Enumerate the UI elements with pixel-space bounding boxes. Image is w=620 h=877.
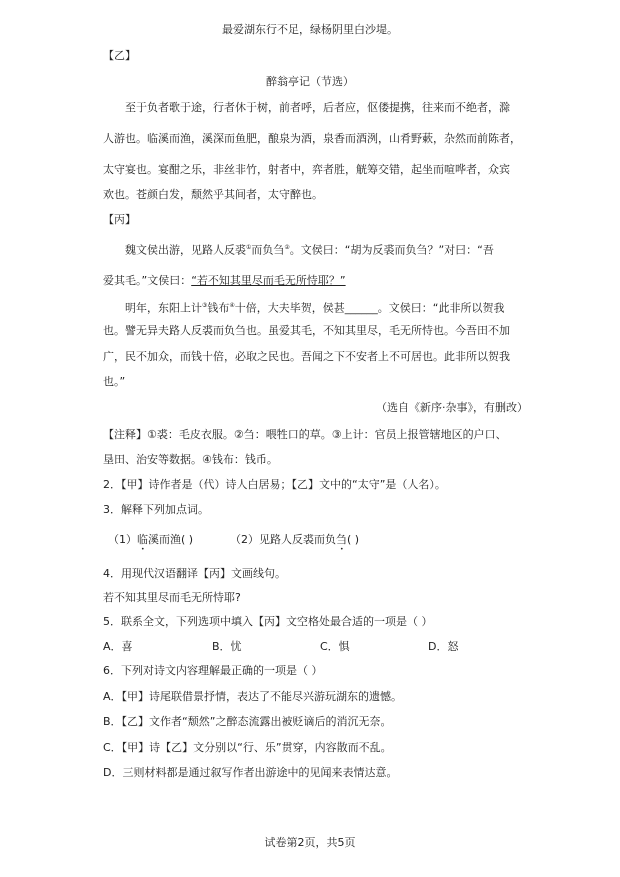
note-ref-3: ③ [202, 302, 208, 309]
yi-line-3: 太守宴也。宴酣之乐，非丝非竹，射者中，弈者胜，觥筹交错，起坐而喧哗者，众宾 [103, 163, 510, 176]
bing-p2-text: 爱其毛。”文侯曰： [103, 274, 192, 287]
notes-line-1: 【注释】①裘：毛皮衣服。②刍：喂牲口的草。③上计：官员上报管辖地区的户口、 [103, 428, 507, 441]
bing-line-6: 也。” [103, 375, 126, 388]
question-5: 5．联系全文，下列选项中填入【丙】文空格处最合适的一项是（ ） [103, 615, 433, 628]
bing-p1-text-a: 魏文侯出游，见路人反裘 [125, 243, 246, 257]
q3-2-suffix: ( ) [347, 533, 360, 546]
question-2: 2．【甲】诗作者是（代）诗人白居易；【乙】文中的“太守”是（人名）。 [103, 478, 446, 491]
section-bing-label: 【丙】 [103, 213, 136, 226]
q6-option-d: D．三则材料都是通过叙写作者出游途中的见闻来表情达意。 [103, 766, 398, 779]
bing-paragraph-1-cont [103, 273, 346, 289]
source-citation: （选自《新序·杂事》，有删改） [376, 401, 528, 414]
dotted-word-chu: 刍 [336, 533, 347, 546]
bing-p3-text-a: 明年，东阳上计 [125, 301, 202, 315]
note-ref-2: ② [284, 244, 290, 251]
q6-option-b: B．【乙】文作者“颓然”之醉态流露出被贬谪后的消沉无奈。 [103, 715, 392, 728]
question-3: 3．解释下列加点词。 [103, 503, 209, 516]
q5-option-c: C．惧 [320, 640, 350, 653]
bing-line-4: 也。譬无异夫路人反裘而负刍也。虽爱其毛，不知其里尽，毛无所恃也。今吾田不加 [103, 324, 510, 337]
yi-line-1: 至于负者歌于途，行者休于树，前者呼，后者应，伛偻提携，往来而不绝者，滁 [125, 101, 510, 114]
bing-p1-text-b: 而负刍 [251, 243, 285, 257]
bing-p3-text-c: 十倍，大夫毕贺，侯甚______。文侯曰：“此非所以贺我 [234, 301, 505, 315]
page-footer: 试卷第2页，共5页 [264, 836, 356, 849]
q3-1-prefix: （1） [108, 533, 137, 546]
question-4: 4．用现代汉语翻译【丙】文画线句。 [103, 567, 286, 580]
note-ref-1: ① [246, 244, 252, 251]
q6-option-a: A．【甲】诗尾联借景抒情，表达了不能尽兴游玩湖东的遗憾。 [103, 690, 403, 703]
bing-p3-text-b: 钱布 [207, 301, 230, 315]
dotted-word-lin: 临 [137, 533, 148, 546]
yi-line-2: 人游也。临溪而渔，溪深而鱼肥，酿泉为酒，泉香而酒洌，山肴野蔌，杂然而前陈者， [103, 132, 521, 145]
yi-line-4: 欢也。苍颜白发，颓然乎其间者，太守醉也。 [103, 188, 323, 201]
question-6: 6．下列对诗文内容理解最正确的一项是（ ） [103, 664, 323, 677]
question-3-item-2 [230, 532, 359, 553]
q3-2-prefix: （2）见路人反裘而负 [230, 533, 336, 546]
bing-paragraph-2 [125, 298, 504, 317]
bing-p1-text-c: 。文侯曰：“胡为反裘而负刍？”对曰：“吾 [289, 243, 494, 257]
q5-option-a: A．喜 [103, 640, 133, 653]
poem-tail-line: 最爱湖东行不足，绿杨阴里白沙堤。 [222, 23, 398, 36]
note-ref-4: ④ [229, 302, 235, 309]
q5-option-b: B．忧 [212, 640, 242, 653]
notes-line-2: 垦田、治安等数据。④钱布：钱币。 [103, 453, 278, 466]
bing-line-5: 广，民不加众，而钱十倍，必取之民也。吾闻之下不安者上不可居也。此非所以贺我 [103, 350, 510, 363]
question-4-sentence: 若不知其里尽而毛无所恃耶? [103, 591, 241, 604]
section-yi-label: 【乙】 [103, 49, 136, 62]
question-3-item-1 [108, 532, 193, 553]
underlined-sentence: “若不知其里尽而毛无所恃耶？” [191, 274, 346, 287]
bing-paragraph-1 [125, 240, 494, 259]
q5-option-d: D．怒 [428, 640, 459, 653]
section-yi-title: 醉翁亭记（节选） [266, 75, 354, 88]
q3-1-suffix: 溪而渔( ) [148, 533, 194, 546]
q6-option-c: C．【甲】诗【乙】文分别以“行、乐”贯穿，内容散而不乱。 [103, 741, 392, 754]
